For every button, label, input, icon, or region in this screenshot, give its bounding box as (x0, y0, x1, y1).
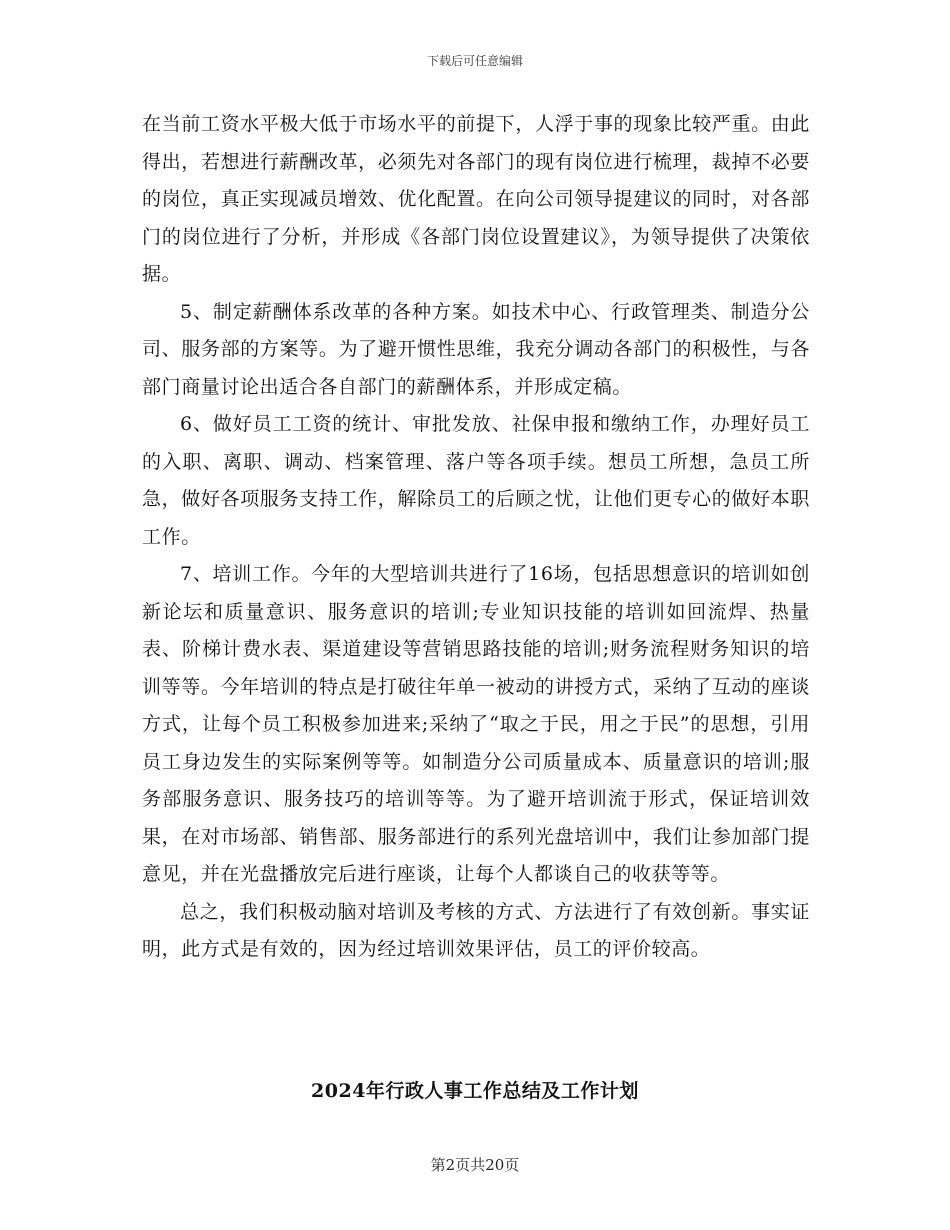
paragraph-item-5: 5、制定薪酬体系改革的各种方案。如技术中心、行政管理类、制造分公司、服务部的方案等。为了避开惯性思维，我充分调动各部门的积极性，与各部门商量讨论出适合各自部门的薪酬体系，并形成定稿。 (142, 300, 810, 398)
document-body (142, 106, 810, 969)
paragraph-summary: 总之，我们积极动脑对培训及考核的方式、方法进行了有效创新。事实证明，此方式是有效的，因为经过培训效果评估，员工的评价较高。 (142, 900, 810, 960)
paragraph-continuation: 在当前工资水平极大低于市场水平的前提下，人浮于事的现象比较严重。由此得出，若想进行薪酬改革，必须先对各部门的现有岗位进行梳理，裁掉不必要的岗位，真正实现减员增效、优化配置。在向公司领导提建议的同时，对各部门的岗位进行了分析，并形成《各部门岗位设置建议》，为领导提供了决策依据。 (142, 113, 810, 285)
paragraph-item-7: 7、培训工作。今年的大型培训共进行了16场，包括思想意识的培训如创新论坛和质量意识、服务意识的培训;专业知识技能的培训如回流焊、热量表、阶梯计费水表、渠道建设等营销思路技能的培训;财务流程财务知识的培训等等。今年培训的特点是打破往年单一被动的讲授方式，采纳了互动的座谈方式，让每个员工积极参加进来;采纳了“取之于民，用之于民”的思想，引用员工身边发生的实际案例等等。如制造分公司质量成本、质量意识的培训;服务部服务意识、服务技巧的培训等等。为了避开培训流于形式，保证培训效果，在对市场部、销售部、服务部进行的系列光盘培训中，我们让参加部门提意见，并在光盘播放完后进行座谈，让每个人都谈自己的收获等等。 (142, 563, 810, 885)
paragraph-item-6: 6、做好员工工资的统计、审批发放、社保申报和缴纳工作，办理好员工的入职、离职、调动、档案管理、落户等各项手续。想员工所想，急员工所急，做好各项服务支持工作，解除员工的后顾之忧，让他们更专心的做好本职工作。 (142, 413, 810, 548)
document-title: 2024年行政人事工作总结及工作计划 (311, 1080, 639, 1102)
header-note: 下载后可任意编辑 (426, 54, 523, 68)
page-number: 第2页共20页 (430, 1156, 520, 1174)
